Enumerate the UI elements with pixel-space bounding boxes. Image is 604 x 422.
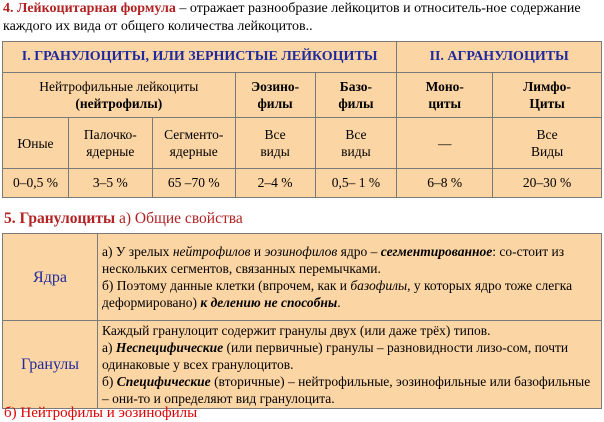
header-eosinophils: Эозино- филы: [235, 73, 315, 118]
cell-percent: 2–4 %: [235, 169, 315, 198]
section-5-title: 5. Гранулоциты: [4, 210, 116, 227]
cell-percent: 0–0,5 %: [3, 169, 69, 198]
header-agranulocytes: II. АГРАНУЛОЦИТЫ: [397, 42, 602, 73]
section-4-dash: –: [175, 1, 190, 16]
cell-percent: 65 –70 %: [152, 169, 235, 198]
header-granulocytes: I. ГРАНУЛОЦИТЫ, ИЛИ ЗЕРНИСТЫЕ ЛЕЙКОЦИТЫ: [3, 42, 397, 73]
cell-type: Юные: [3, 118, 69, 169]
cell-type: Все Виды: [493, 118, 602, 169]
section-5-subtitle: а) Общие свойства: [115, 210, 243, 227]
section-4-text: отражает разнообразие лейкоцитов и относитель-ное содержание каждого их вида от общего количества лейкоцитов..: [3, 1, 581, 34]
cell-percent: 6–8 %: [397, 169, 493, 198]
header-monocytes: Моно- циты: [397, 73, 493, 118]
row-label-nuclei: Ядра: [3, 234, 98, 321]
cell-type: Все виды: [315, 118, 397, 169]
section-6-heading: б) Нейтрофилы и эозинофилы: [4, 405, 198, 421]
section-5-heading: [4, 209, 243, 229]
header-neutrophils: Нейтрофильные лейкоциты (нейтрофилы): [3, 73, 236, 118]
header-basophils: Базо- филы: [315, 73, 397, 118]
cell-type: Сегменто- ядерные: [152, 118, 235, 169]
granules-description: Каждый гранулоцит содержит гранулы двух (или даже трёх) типов. а) Неспецифические (или первичные) гранулы – разновидности лизо-сом, почти одинаковые у всех гранулоцитов. б) Специфические (вторичные) – нейтрофильные, эозинофильные или базофильные – они-то и определяют вид гранулоцита.: [98, 321, 602, 409]
header-lymphocytes: Лимфо- Циты: [493, 73, 602, 118]
cell-type: —: [397, 118, 493, 169]
granulocyte-properties-table: [2, 233, 602, 409]
cell-percent: 20–30 %: [493, 169, 602, 198]
cell-type: Все виды: [235, 118, 315, 169]
section-4-title: 4. Лейкоцитарная формула: [3, 1, 176, 16]
section-4-paragraph: [3, 0, 601, 36]
nuclei-description: а) У зрелых нейтрофилов и эозинофилов ядро – сегментированное: со-стоит из нескольких сегментов, связанных перемычками. б) Поэтому данные клетки (впрочем, как и базофилы, у которых ядро тоже слегка деформировано) к делению не способны.: [98, 234, 602, 321]
leukocyte-formula-table: [2, 41, 602, 198]
cell-percent: 3–5 %: [68, 169, 152, 198]
cell-type: Палочко- ядерные: [68, 118, 152, 169]
cell-percent: 0,5– 1 %: [315, 169, 397, 198]
row-label-granules: Гранулы: [3, 321, 98, 409]
